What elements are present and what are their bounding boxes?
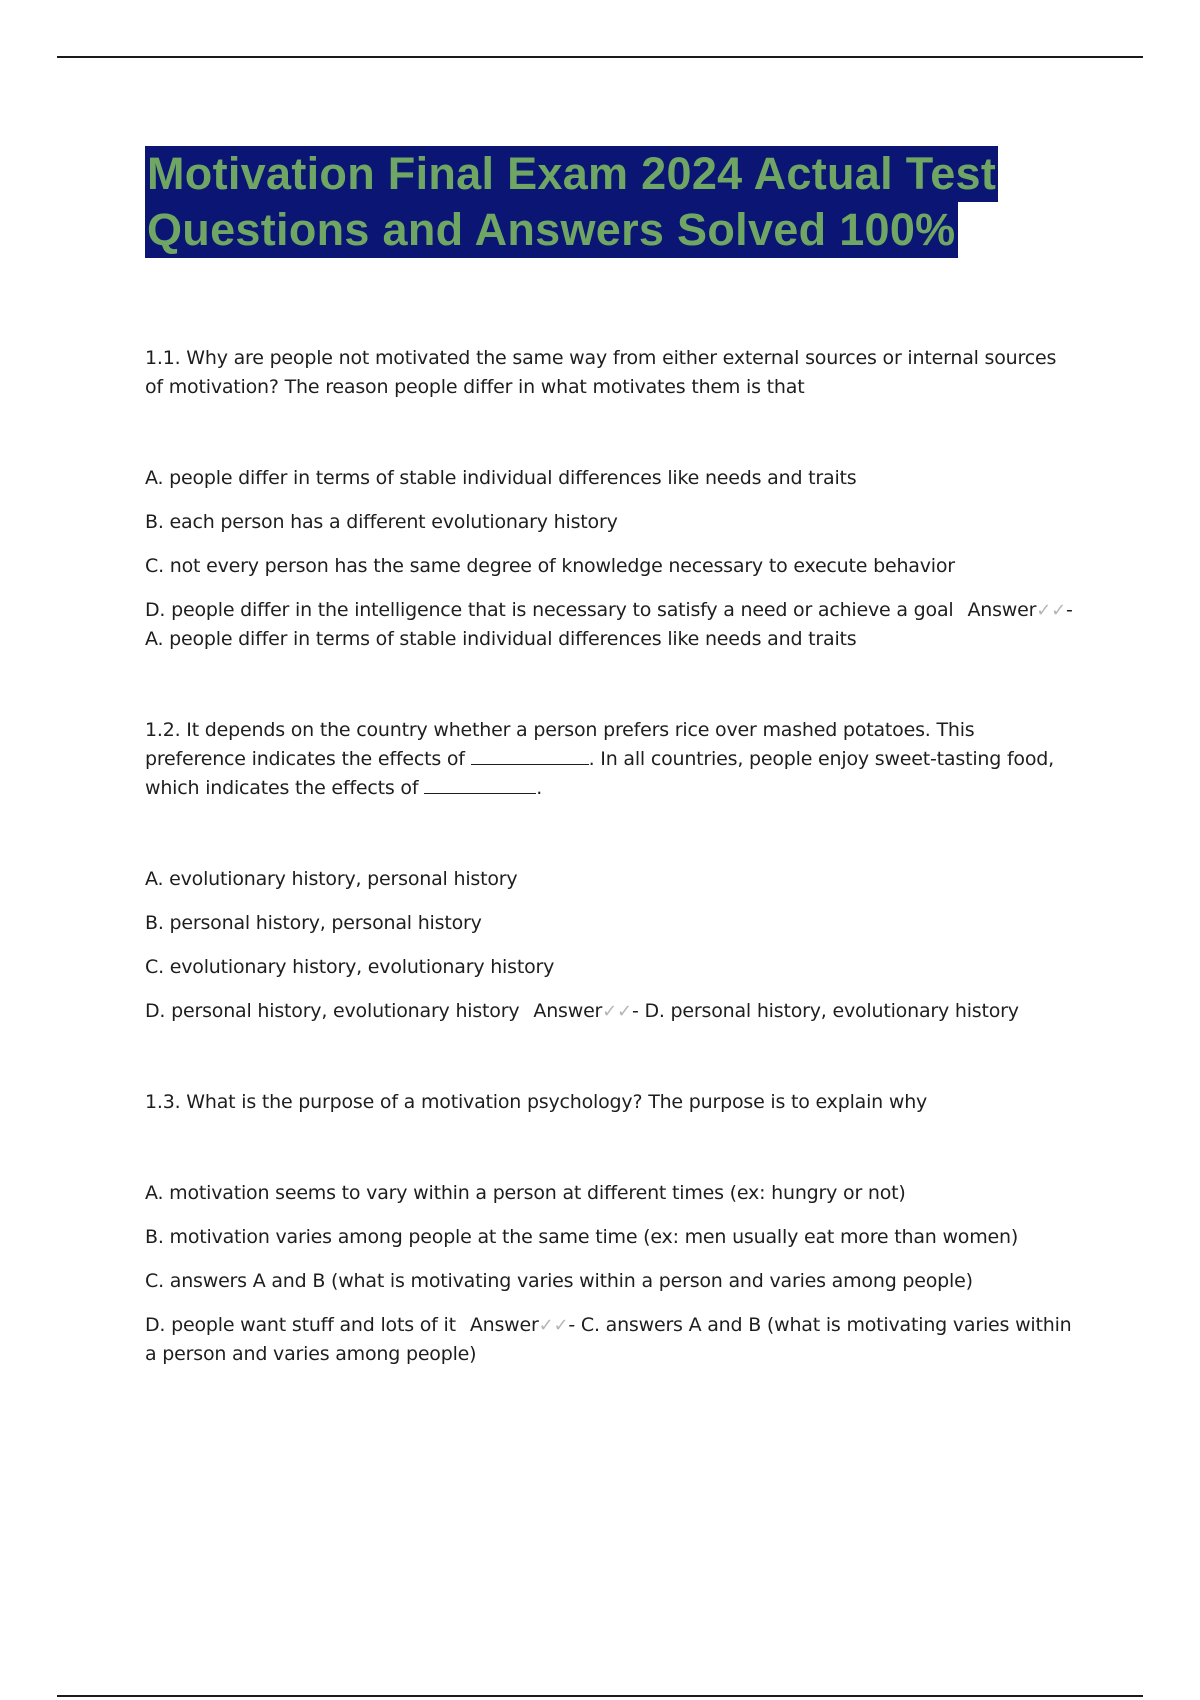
blank-line <box>471 750 589 765</box>
question-text: 1.3. What is the purpose of a motivation psychology? The purpose is to explain why <box>145 1091 928 1113</box>
answer-separator: - <box>1066 599 1073 621</box>
answer-separator: - <box>631 1000 645 1022</box>
option-c: C. answers A and B (what is motivating varies within a person and varies among people) <box>145 1270 973 1292</box>
question-1-1 <box>145 344 1075 654</box>
checkmark-icon: ✓✓ <box>602 1001 632 1022</box>
option-d: D. people differ in the intelligence that is necessary to satisfy a need or achieve a goal <box>145 599 954 621</box>
question-text-part-3: . <box>536 777 543 799</box>
top-rule <box>57 56 1143 58</box>
title-line-1: Motivation Final Exam 2024 Actual Test <box>145 146 998 202</box>
questions-list <box>145 344 1075 1431</box>
checkmark-icon: ✓✓ <box>538 1315 569 1336</box>
document-title <box>145 146 1090 258</box>
question-1-3 <box>145 1088 1075 1369</box>
option-c: C. not every person has the same degree of knowledge necessary to execute behavior <box>145 555 955 577</box>
question-1-2 <box>145 716 1075 1026</box>
question-text <box>145 716 1075 803</box>
question-text: 1.1. Why are people not motivated the same way from either external sources or internal sources of motivation? The reason people differ in what motivates them is that <box>145 347 1057 398</box>
option-a: A. motivation seems to vary within a person at different times (ex: hungry or not) <box>145 1182 906 1204</box>
option-a: A. evolutionary history, personal history <box>145 868 518 890</box>
bottom-rule <box>57 1695 1143 1697</box>
option-d-with-answer <box>145 596 1075 654</box>
option-b: B. motivation varies among people at the same time (ex: men usually eat more than women) <box>145 1226 1019 1248</box>
checkmark-icon: ✓✓ <box>1036 600 1067 621</box>
blank-line <box>424 779 536 794</box>
answer-label: Answer <box>533 1000 603 1022</box>
question-text-part-2: . In all countries, people enjoy sweet-tasting food, which indicates the effects of <box>145 748 1054 799</box>
option-d-with-answer <box>145 1311 1075 1369</box>
option-d: D. people want stuff and lots of it <box>145 1314 456 1336</box>
option-c: C. evolutionary history, evolutionary history <box>145 956 555 978</box>
question-text-part-1: 1.2. It depends on the country whether a person prefers rice over mashed potatoes. This preference indicates the effects of <box>145 719 975 770</box>
title-line-2: Questions and Answers Solved 100% <box>145 202 958 258</box>
option-d-with-answer <box>145 997 1075 1026</box>
option-a: A. people differ in terms of stable individual differences like needs and traits <box>145 467 857 489</box>
option-b: B. personal history, personal history <box>145 912 482 934</box>
answer-text: A. people differ in terms of stable individual differences like needs and traits <box>145 628 857 650</box>
answer-text: D. personal history, evolutionary history <box>644 1000 1019 1022</box>
option-d: D. personal history, evolutionary history <box>145 1000 520 1022</box>
answer-separator: - <box>568 1314 581 1336</box>
answer-label: Answer <box>967 599 1037 621</box>
answer-label: Answer <box>469 1314 539 1336</box>
option-b: B. each person has a different evolutionary history <box>145 511 618 533</box>
answer-text: C. answers A and B (what is motivating varies within a person and varies among people) <box>145 1314 1072 1365</box>
